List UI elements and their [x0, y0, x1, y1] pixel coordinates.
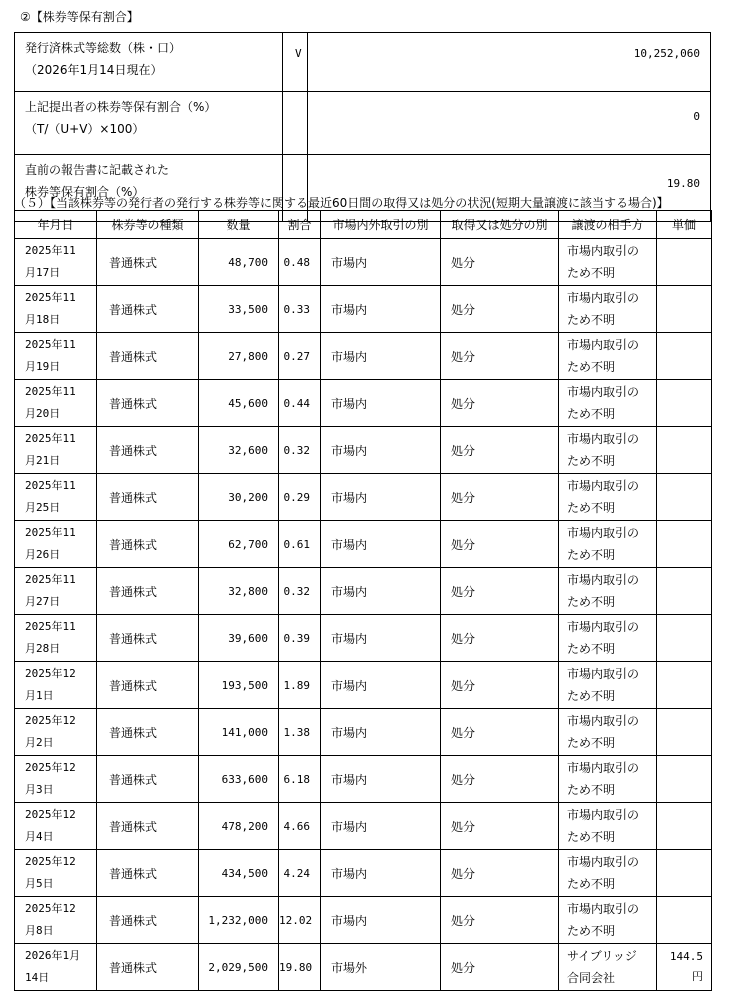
table-row [15, 615, 712, 662]
market-cell: 市場内 [321, 662, 441, 709]
unit-price-cell [657, 286, 712, 333]
ratio-cell: 4.66 [279, 803, 321, 850]
counterparty-cell [559, 333, 657, 380]
security-type-cell: 普通株式 [97, 568, 199, 615]
counterparty-line: 市場内取引の [567, 620, 640, 634]
quantity-cell: 32,800 [199, 568, 279, 615]
security-type-cell: 普通株式 [97, 286, 199, 333]
date-line: 2025年11 [25, 620, 76, 633]
ratio-cell: 12.02 [279, 897, 321, 944]
unit-price-cell [657, 427, 712, 474]
date-line: 月21日 [25, 454, 61, 467]
holding-label-line: 株券等保有割合（%） [25, 185, 145, 199]
table-row [15, 427, 712, 474]
market-cell: 市場内 [321, 521, 441, 568]
ratio-cell: 0.32 [279, 427, 321, 474]
ratio-cell: 0.61 [279, 521, 321, 568]
market-cell: 市場内 [321, 709, 441, 756]
action-cell: 処分 [441, 897, 559, 944]
security-type-cell: 普通株式 [97, 474, 199, 521]
date-cell [15, 662, 97, 709]
column-header: 市場内外取引の別 [321, 211, 441, 239]
security-type-cell: 普通株式 [97, 615, 199, 662]
unit-price-line: 144.5 [669, 950, 703, 963]
column-header: 数量 [199, 211, 279, 239]
counterparty-cell [559, 568, 657, 615]
column-header: 単価 [657, 211, 712, 239]
unit-price-cell [657, 239, 712, 286]
date-line: 2025年11 [25, 432, 76, 445]
unit-price-cell [657, 568, 712, 615]
security-type-cell: 普通株式 [97, 380, 199, 427]
ratio-cell: 0.44 [279, 380, 321, 427]
date-line: 月8日 [25, 924, 54, 937]
counterparty-line: 市場内取引の [567, 526, 640, 540]
counterparty-line: ため不明 [567, 736, 616, 750]
counterparty-cell [559, 756, 657, 803]
date-line: 月26日 [25, 548, 61, 561]
quantity-cell: 2,029,500 [199, 944, 279, 991]
counterparty-line: 市場内取引の [567, 573, 640, 587]
date-line: 2025年11 [25, 479, 76, 492]
security-type-cell: 普通株式 [97, 850, 199, 897]
counterparty-line: ため不明 [567, 501, 616, 515]
table-row [15, 756, 712, 803]
action-cell: 処分 [441, 709, 559, 756]
date-cell [15, 286, 97, 333]
holding-row [15, 33, 711, 92]
action-cell: 処分 [441, 662, 559, 709]
holding-value: 10,252,060 [308, 33, 711, 92]
action-cell: 処分 [441, 521, 559, 568]
holding-symbol [283, 92, 308, 155]
security-type-cell: 普通株式 [97, 756, 199, 803]
security-type-cell: 普通株式 [97, 803, 199, 850]
market-cell: 市場内 [321, 380, 441, 427]
quantity-cell: 62,700 [199, 521, 279, 568]
counterparty-cell [559, 944, 657, 991]
date-line: 月18日 [25, 313, 61, 326]
ratio-cell: 0.39 [279, 615, 321, 662]
quantity-cell: 141,000 [199, 709, 279, 756]
date-line: 2025年12 [25, 761, 76, 774]
action-cell: 処分 [441, 568, 559, 615]
column-header: 譲渡の相手方 [559, 211, 657, 239]
holding-value: 19.80 [308, 155, 711, 222]
table-header-row [15, 211, 712, 239]
security-type-cell: 普通株式 [97, 897, 199, 944]
date-line: 2026年1月 [25, 949, 81, 962]
holding-row [15, 92, 711, 155]
security-type-cell: 普通株式 [97, 239, 199, 286]
date-line: 2025年11 [25, 385, 76, 398]
date-cell [15, 756, 97, 803]
table-row [15, 521, 712, 568]
counterparty-line: ため不明 [567, 783, 616, 797]
date-line: 月2日 [25, 736, 54, 749]
action-cell: 処分 [441, 380, 559, 427]
security-type-cell: 普通株式 [97, 333, 199, 380]
date-cell [15, 521, 97, 568]
counterparty-line: 市場内取引の [567, 291, 640, 305]
action-cell: 処分 [441, 427, 559, 474]
date-line: 月25日 [25, 501, 61, 514]
counterparty-line: 市場内取引の [567, 761, 640, 775]
date-line: 2025年12 [25, 902, 76, 915]
counterparty-cell [559, 850, 657, 897]
unit-price-cell [657, 615, 712, 662]
unit-price-cell [657, 662, 712, 709]
security-type-cell: 普通株式 [97, 427, 199, 474]
security-type-cell: 普通株式 [97, 662, 199, 709]
date-cell [15, 380, 97, 427]
action-cell: 処分 [441, 286, 559, 333]
counterparty-cell [559, 427, 657, 474]
unit-price-cell [657, 380, 712, 427]
date-line: 2025年11 [25, 291, 76, 304]
security-type-cell: 普通株式 [97, 709, 199, 756]
ratio-cell: 0.27 [279, 333, 321, 380]
date-line: 2025年11 [25, 244, 76, 257]
table-row [15, 944, 712, 991]
date-cell [15, 850, 97, 897]
counterparty-line: ため不明 [567, 830, 616, 844]
counterparty-line: サイブリッジ [567, 949, 637, 963]
quantity-cell: 30,200 [199, 474, 279, 521]
action-cell: 処分 [441, 333, 559, 380]
date-cell [15, 333, 97, 380]
date-line: 14日 [25, 971, 50, 984]
table-row [15, 474, 712, 521]
quantity-cell: 27,800 [199, 333, 279, 380]
holding-label [15, 92, 283, 155]
counterparty-cell [559, 239, 657, 286]
counterparty-line: ため不明 [567, 548, 616, 562]
counterparty-line: ため不明 [567, 454, 616, 468]
date-line: 2025年11 [25, 526, 76, 539]
action-cell: 処分 [441, 803, 559, 850]
quantity-cell: 193,500 [199, 662, 279, 709]
date-line: 2025年12 [25, 808, 76, 821]
market-cell: 市場内 [321, 615, 441, 662]
counterparty-cell [559, 474, 657, 521]
table-row [15, 709, 712, 756]
date-cell [15, 897, 97, 944]
date-line: 2025年12 [25, 855, 76, 868]
counterparty-line: 合同会社 [567, 971, 616, 985]
counterparty-line: ため不明 [567, 360, 616, 374]
ratio-cell: 4.24 [279, 850, 321, 897]
market-cell: 市場外 [321, 944, 441, 991]
unit-price-line: 円 [692, 970, 703, 983]
counterparty-line: 市場内取引の [567, 385, 640, 399]
market-cell: 市場内 [321, 333, 441, 380]
counterparty-line: 市場内取引の [567, 667, 640, 681]
date-cell [15, 427, 97, 474]
counterparty-cell [559, 803, 657, 850]
quantity-cell: 39,600 [199, 615, 279, 662]
counterparty-cell [559, 521, 657, 568]
date-line: 2025年12 [25, 667, 76, 680]
holding-label [15, 33, 283, 92]
market-cell: 市場内 [321, 427, 441, 474]
unit-price-cell [657, 756, 712, 803]
holding-label-line: （T/（U+V）×100） [25, 122, 145, 136]
counterparty-line: 市場内取引の [567, 432, 640, 446]
date-cell [15, 239, 97, 286]
ratio-cell: 0.29 [279, 474, 321, 521]
holding-symbol: V [283, 33, 308, 92]
counterparty-line: 市場内取引の [567, 244, 640, 258]
counterparty-line: ため不明 [567, 313, 616, 327]
table-row [15, 333, 712, 380]
ratio-cell: 0.32 [279, 568, 321, 615]
table-row [15, 850, 712, 897]
action-cell: 処分 [441, 615, 559, 662]
date-line: 月3日 [25, 783, 54, 796]
date-line: 月4日 [25, 830, 54, 843]
date-line: 月17日 [25, 266, 61, 279]
quantity-cell: 48,700 [199, 239, 279, 286]
unit-price-cell [657, 474, 712, 521]
quantity-cell: 32,600 [199, 427, 279, 474]
column-header: 取得又は処分の別 [441, 211, 559, 239]
action-cell: 処分 [441, 474, 559, 521]
table-row [15, 897, 712, 944]
action-cell: 処分 [441, 944, 559, 991]
market-cell: 市場内 [321, 756, 441, 803]
disposal-status-heading: （５）【当該株券等の発行者の発行する株券等に関する最近60日間の取得又は処分の状況(短期大量譲渡に該当する場合)】 [14, 196, 669, 210]
quantity-cell: 45,600 [199, 380, 279, 427]
date-cell [15, 944, 97, 991]
date-cell [15, 474, 97, 521]
quantity-cell: 633,600 [199, 756, 279, 803]
date-line: 月1日 [25, 689, 54, 702]
market-cell: 市場内 [321, 474, 441, 521]
unit-price-cell [657, 709, 712, 756]
counterparty-line: ため不明 [567, 642, 616, 656]
table-row [15, 239, 712, 286]
date-cell [15, 803, 97, 850]
ratio-cell: 19.80 [279, 944, 321, 991]
disposal-table [14, 210, 712, 991]
unit-price-cell [657, 897, 712, 944]
quantity-cell: 33,500 [199, 286, 279, 333]
counterparty-line: 市場内取引の [567, 808, 640, 822]
date-line: 月28日 [25, 642, 61, 655]
date-line: 月27日 [25, 595, 61, 608]
holding-label-line: 上記提出者の株券等保有割合（%） [25, 100, 217, 114]
counterparty-line: 市場内取引の [567, 479, 640, 493]
counterparty-cell [559, 662, 657, 709]
date-cell [15, 568, 97, 615]
unit-price-cell [657, 333, 712, 380]
date-line: 月5日 [25, 877, 54, 890]
counterparty-cell [559, 897, 657, 944]
counterparty-line: 市場内取引の [567, 902, 640, 916]
counterparty-line: ため不明 [567, 266, 616, 280]
table-row [15, 568, 712, 615]
unit-price-cell [657, 850, 712, 897]
counterparty-cell [559, 615, 657, 662]
table-row [15, 803, 712, 850]
ratio-cell: 1.38 [279, 709, 321, 756]
column-header: 年月日 [15, 211, 97, 239]
column-header: 株券等の種類 [97, 211, 199, 239]
holding-label-line: 直前の報告書に記載された [25, 163, 170, 177]
holding-label-line: 発行済株式等総数（株・口） [25, 41, 182, 55]
market-cell: 市場内 [321, 568, 441, 615]
ratio-cell: 0.33 [279, 286, 321, 333]
date-line: 月19日 [25, 360, 61, 373]
market-cell: 市場内 [321, 286, 441, 333]
holding-value: 0 [308, 92, 711, 155]
ratio-cell: 6.18 [279, 756, 321, 803]
date-line: 2025年11 [25, 573, 76, 586]
counterparty-cell [559, 286, 657, 333]
market-cell: 市場内 [321, 850, 441, 897]
action-cell: 処分 [441, 850, 559, 897]
security-type-cell: 普通株式 [97, 944, 199, 991]
counterparty-line: 市場内取引の [567, 338, 640, 352]
ratio-cell: 1.89 [279, 662, 321, 709]
security-type-cell: 普通株式 [97, 521, 199, 568]
unit-price-cell [657, 944, 712, 991]
holding-label-line: （2026年1月14日現在） [25, 63, 163, 77]
action-cell: 処分 [441, 239, 559, 286]
counterparty-line: ため不明 [567, 407, 616, 421]
market-cell: 市場内 [321, 239, 441, 286]
quantity-cell: 1,232,000 [199, 897, 279, 944]
unit-price-cell [657, 521, 712, 568]
counterparty-line: 市場内取引の [567, 855, 640, 869]
market-cell: 市場内 [321, 897, 441, 944]
action-cell: 処分 [441, 756, 559, 803]
holding-ratio-heading: ②【株券等保有割合】 [20, 10, 139, 24]
unit-price-cell [657, 803, 712, 850]
quantity-cell: 434,500 [199, 850, 279, 897]
counterparty-line: ため不明 [567, 877, 616, 891]
market-cell: 市場内 [321, 803, 441, 850]
table-row [15, 380, 712, 427]
table-row [15, 286, 712, 333]
quantity-cell: 478,200 [199, 803, 279, 850]
date-line: 2025年12 [25, 714, 76, 727]
date-line: 2025年11 [25, 338, 76, 351]
ratio-cell: 0.48 [279, 239, 321, 286]
column-header: 割合 [279, 211, 321, 239]
table-row [15, 662, 712, 709]
counterparty-line: 市場内取引の [567, 714, 640, 728]
counterparty-cell [559, 709, 657, 756]
counterparty-line: ため不明 [567, 924, 616, 938]
counterparty-line: ため不明 [567, 689, 616, 703]
counterparty-line: ため不明 [567, 595, 616, 609]
date-cell [15, 709, 97, 756]
date-line: 月20日 [25, 407, 61, 420]
counterparty-cell [559, 380, 657, 427]
date-cell [15, 615, 97, 662]
